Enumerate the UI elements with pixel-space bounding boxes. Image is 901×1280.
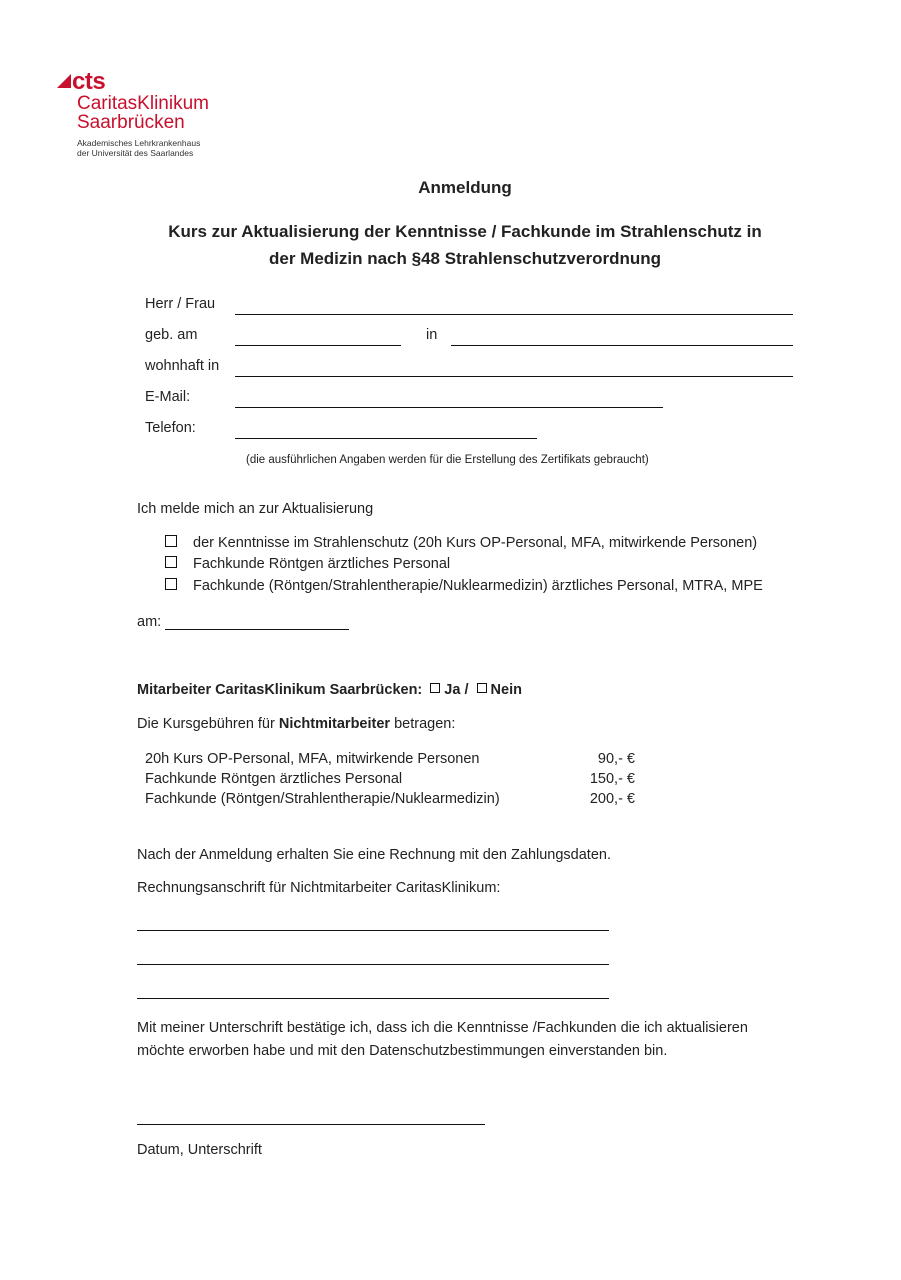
logo-name-line2: Saarbrücken — [77, 112, 185, 133]
birthplace-field[interactable] — [451, 345, 793, 346]
fee-course: 20h Kurs OP-Personal, MFA, mitwirkende Personen — [145, 751, 480, 767]
option-label: Fachkunde (Röntgen/Strahlentherapie/Nuklearmedizin) ärztliches Personal, MTRA, MPE — [193, 578, 763, 594]
logo-sub-line1: Akademisches Lehrkrankenhaus — [77, 138, 201, 148]
logo-sub-line2: der Universität des Saarlandes — [77, 148, 194, 158]
option-fachkunde-full[interactable] — [165, 578, 763, 594]
employee-no-checkbox[interactable] — [477, 683, 487, 693]
employee-separator: / — [464, 682, 469, 698]
fee-row — [145, 791, 635, 807]
fees-intro-suffix: betragen: — [394, 716, 456, 732]
subtitle-line1: Kurs zur Aktualisierung der Kenntnisse / Fachkunde im Strahlenschutz in — [168, 222, 762, 241]
fee-price: 150,- € — [589, 771, 635, 787]
name-field[interactable] — [235, 314, 793, 315]
billing-label: Rechnungsanschrift für Nichtmitarbeiter CaritasKlinikum: — [137, 880, 501, 896]
email-field[interactable] — [235, 407, 663, 408]
billing-address-line-2[interactable] — [137, 964, 609, 965]
fee-price: 90,- € — [597, 751, 635, 767]
employee-question-label: Mitarbeiter CaritasKlinikum Saarbrücken: — [137, 682, 423, 698]
invoice-info: Nach der Anmeldung erhalten Sie eine Rechnung mit den Zahlungsdaten. — [137, 847, 611, 863]
billing-address-line-3[interactable] — [137, 998, 609, 999]
consent-text — [137, 1017, 748, 1063]
logo-brand: cts — [72, 68, 106, 95]
birthplace-label: in — [426, 327, 438, 343]
employee-question — [137, 682, 522, 698]
page-subtitle — [0, 218, 901, 272]
fee-row — [145, 771, 635, 787]
consent-line1: Mit meiner Unterschrift bestätige ich, dass ich die Kenntnisse /Fachkunden die ich aktualisieren — [137, 1020, 748, 1036]
subtitle-line2: der Medizin nach §48 Strahlenschutzverordnung — [268, 249, 662, 268]
checkbox[interactable] — [165, 556, 177, 568]
name-label: Herr / Frau — [145, 296, 216, 312]
option-kenntnisse[interactable] — [165, 535, 757, 551]
fee-course: Fachkunde Röntgen ärztliches Personal — [145, 771, 403, 787]
birthdate-label: geb. am — [145, 327, 198, 343]
signature-field[interactable] — [137, 1124, 485, 1125]
fee-price: 200,- € — [589, 791, 635, 807]
checkbox[interactable] — [165, 535, 177, 547]
option-label: Fachkunde Röntgen ärztliches Personal — [193, 556, 451, 572]
address-label: wohnhaft in — [145, 358, 220, 374]
logo-subtitle — [77, 138, 200, 158]
billing-address-line-1[interactable] — [137, 930, 609, 931]
page-title: Anmeldung — [418, 178, 512, 197]
fee-course: Fachkunde (Röntgen/Strahlentherapie/Nuklearmedizin) — [145, 791, 500, 807]
logo-triangle-icon — [57, 74, 71, 88]
fees-intro — [137, 716, 455, 732]
address-field[interactable] — [235, 376, 793, 377]
course-date-field[interactable] — [165, 629, 349, 630]
fees-intro-prefix: Die Kursgebühren für — [137, 716, 275, 732]
registration-intro: Ich melde mich an zur Aktualisierung — [137, 501, 374, 517]
employee-no-label: Nein — [490, 682, 522, 698]
option-label: der Kenntnisse im Strahlenschutz (20h Kurs OP-Personal, MFA, mitwirkende Personen) — [193, 535, 758, 551]
phone-field[interactable] — [235, 438, 537, 439]
email-label: E-Mail: — [145, 389, 191, 405]
employee-yes-checkbox[interactable] — [430, 683, 440, 693]
date-label: am: — [137, 614, 162, 630]
certificate-note: (die ausführlichen Angaben werden für die Erstellung des Zertifikats gebraucht) — [246, 454, 649, 466]
consent-line2: möchte erworben habe und mit den Datenschutzbestimmungen einverstanden bin. — [137, 1043, 668, 1059]
fees-intro-bold: Nichtmitarbeiter — [278, 716, 391, 732]
signature-label: Datum, Unterschrift — [137, 1142, 262, 1158]
logo-name — [77, 94, 209, 132]
birthdate-field[interactable] — [235, 345, 401, 346]
logo-name-line1: CaritasKlinikum — [77, 93, 209, 114]
checkbox[interactable] — [165, 578, 177, 590]
phone-label: Telefon: — [145, 420, 196, 436]
employee-yes-label: Ja — [444, 682, 461, 698]
option-fachkunde-roentgen[interactable] — [165, 556, 450, 572]
fee-row — [145, 751, 635, 767]
